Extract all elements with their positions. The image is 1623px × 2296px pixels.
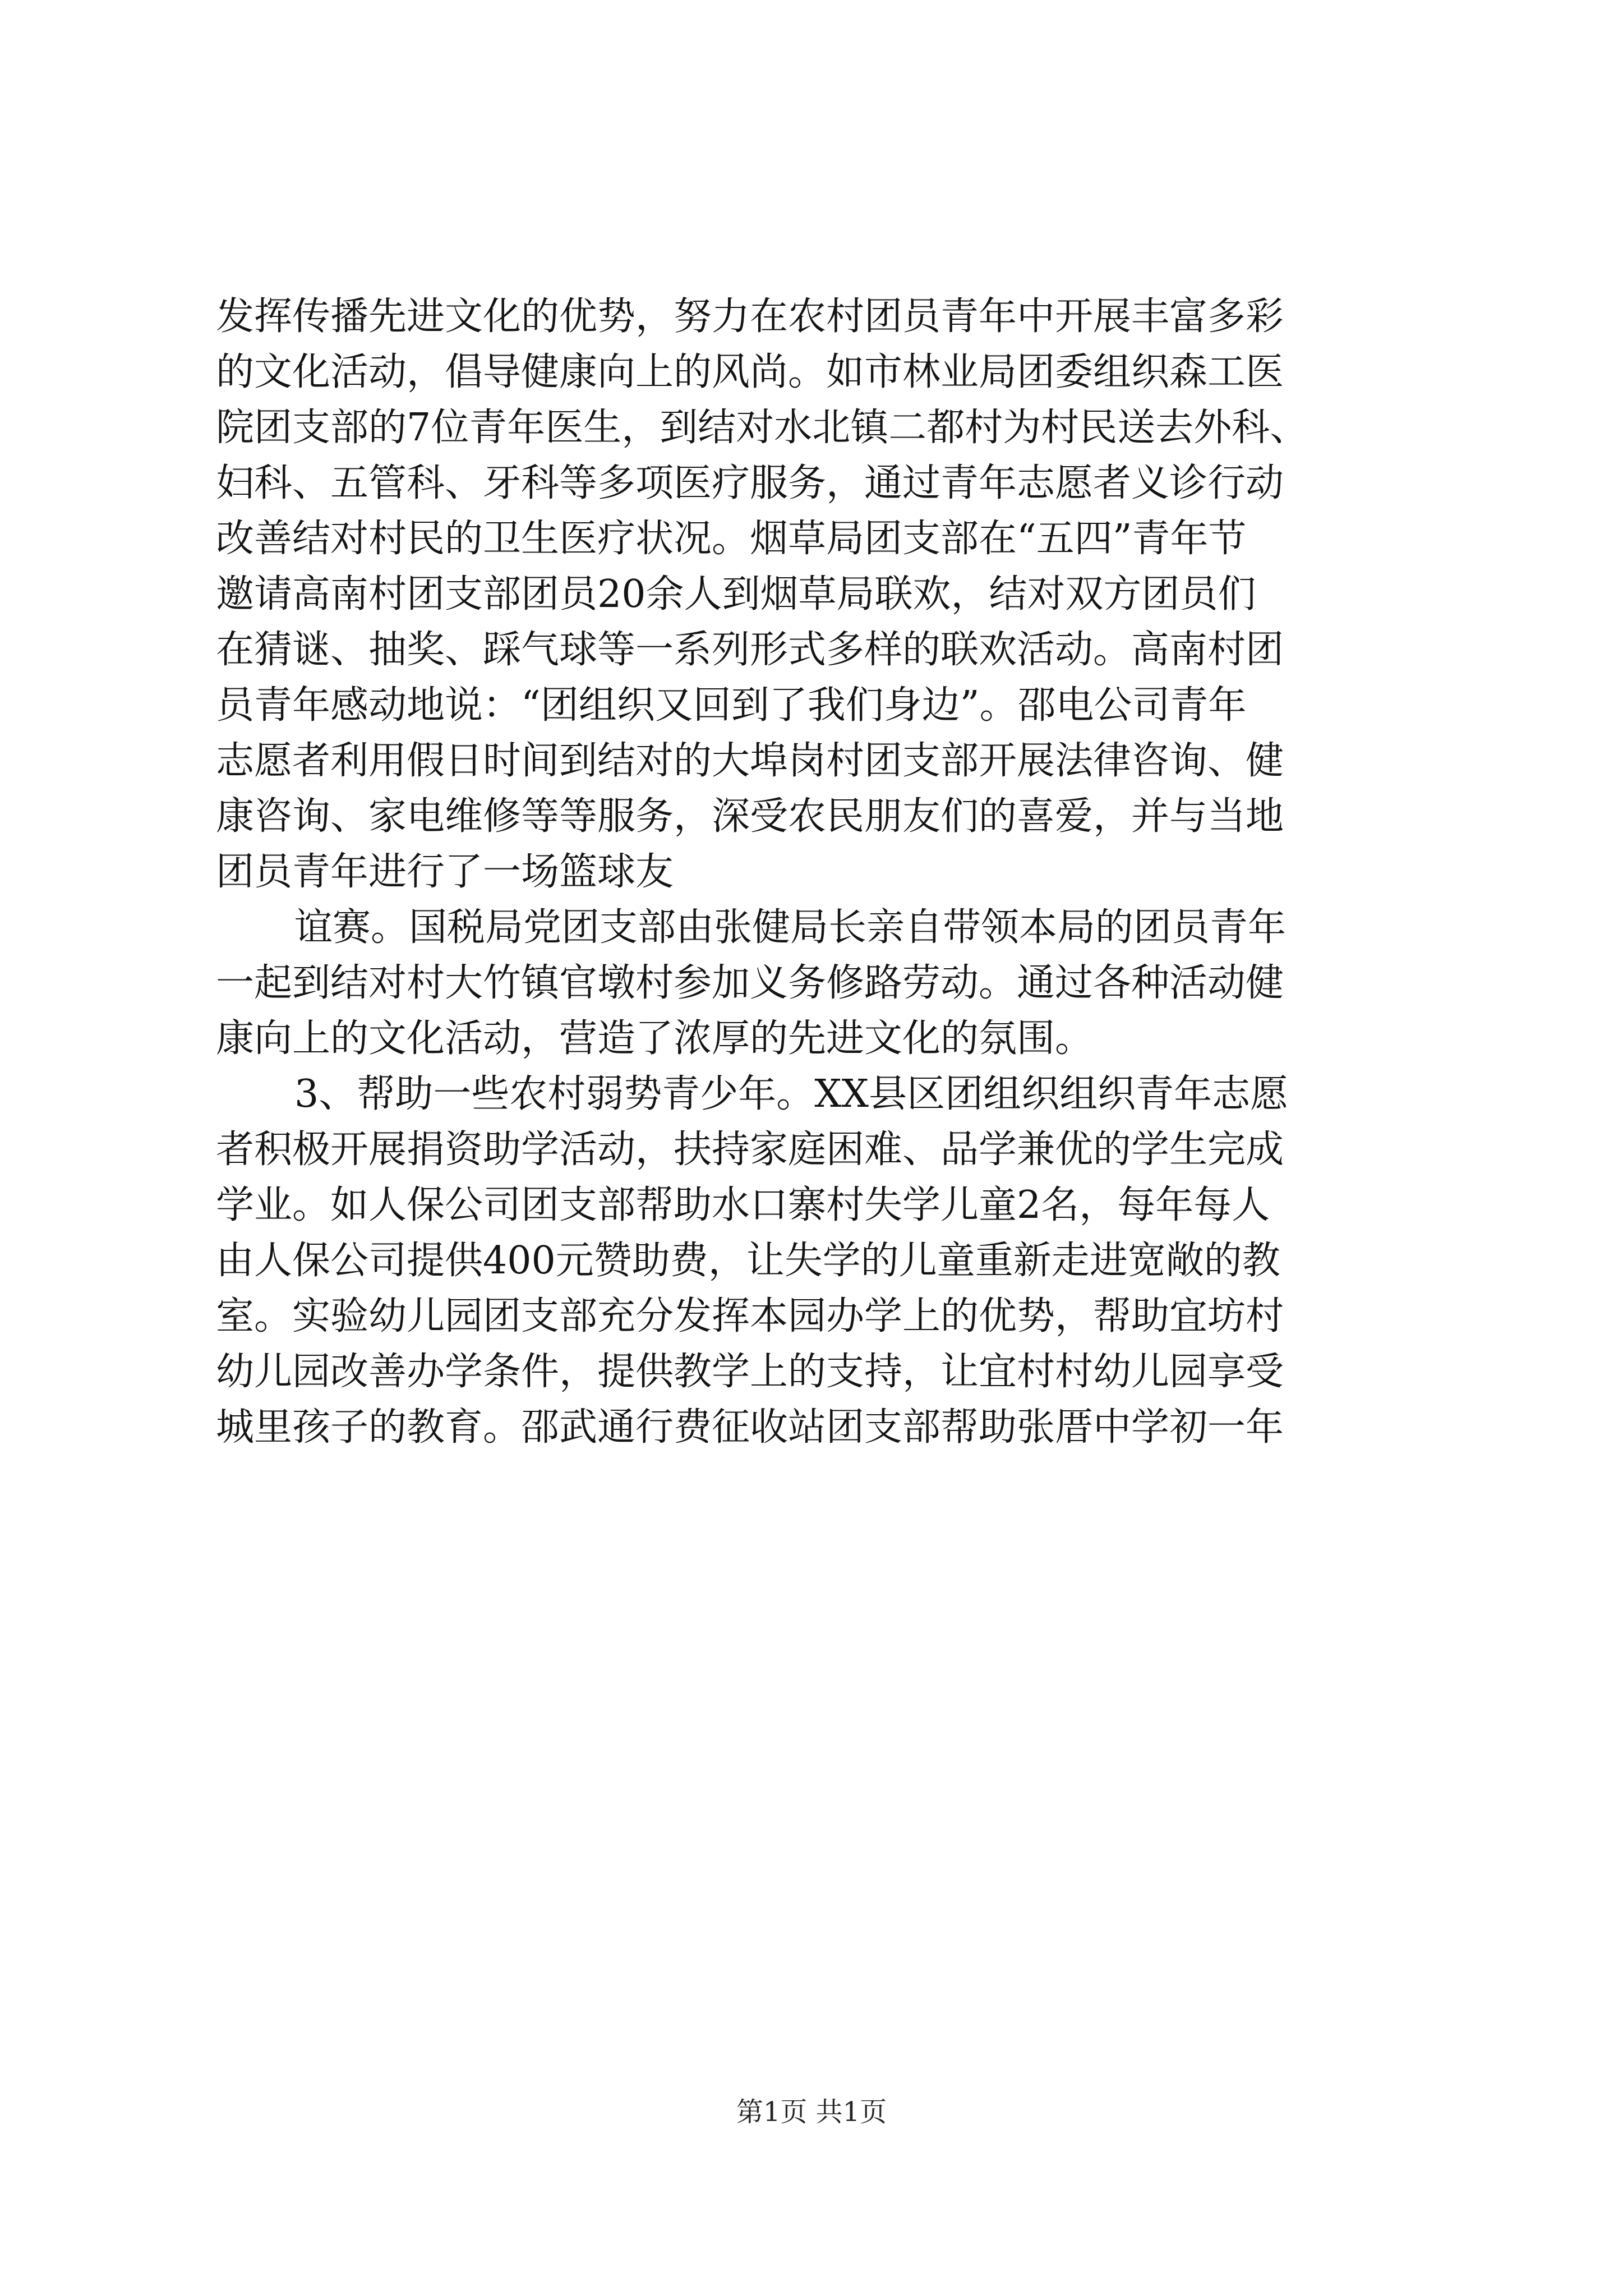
text-line: 院团支部的7位青年医生，到结对水北镇二都村为村民送去外科、 <box>216 406 1308 450</box>
text-line: 一起到结对村大竹镇官墩村参加义务修路劳动。通过各种活动健 <box>216 961 1284 1005</box>
text-line: 康向上的文化活动，营造了浓厚的先进文化的氛围。 <box>216 1016 1094 1061</box>
text-line: 员青年感动地说：“团组织又回到了我们身边”。邵电公司青年 <box>216 683 1247 728</box>
text-line: 发挥传播先进文化的优势，努力在农村团员青年中开展丰富多彩 <box>216 295 1284 339</box>
paragraph-start-line: 谊赛。国税局党团支部由张健局长亲自带领本局的团员青年 <box>294 905 1287 950</box>
text-line: 志愿者利用假日时间到结对的大埠岗村团支部开展法律咨询、健 <box>216 739 1284 783</box>
text-line: 邀请高南村团支部团员20余人到烟草局联欢，结对双方团员们 <box>216 572 1256 616</box>
text-line: 城里孩子的教育。邵武通行费征收站团支部帮助张厝中学初一年 <box>216 1405 1284 1450</box>
text-line: 团员青年进行了一场篮球友 <box>216 850 674 894</box>
text-line: 在猜谜、抽奖、踩气球等一系列形式多样的联欢活动。高南村团 <box>216 628 1284 672</box>
text-line: 改善结对村民的卫生医疗状况。烟草局团支部在“五四”青年节 <box>216 517 1247 561</box>
paragraph-start-line: 3、帮助一些农村弱势青少年。XX县区团组织组织青年志愿 <box>294 1072 1289 1116</box>
text-line: 妇科、五管科、牙科等多项医疗服务，通过青年志愿者义诊行动 <box>216 461 1284 505</box>
page-footer: 第1页 共1页 <box>736 2096 887 2128</box>
text-line: 由人保公司提供400元赞助费，让失学的儿童重新走进宽敞的教 <box>216 1239 1280 1283</box>
document-body <box>216 289 1450 1455</box>
text-line: 幼儿园改善办学条件，提供教学上的支持，让宜村村幼儿园享受 <box>216 1350 1284 1394</box>
text-line: 的文化活动，倡导健康向上的风尚。如市林业局团委组织森工医 <box>216 350 1284 394</box>
text-line: 者积极开展捐资助学活动，扶持家庭困难、品学兼优的学生完成 <box>216 1128 1284 1172</box>
text-line: 室。实验幼儿园团支部充分发挥本园办学上的优势，帮助宜坊村 <box>216 1294 1284 1338</box>
text-line: 康咨询、家电维修等等服务，深受农民朋友们的喜爱，并与当地 <box>216 794 1284 839</box>
text-line: 学业。如人保公司团支部帮助水口寨村失学儿童2名，每年每人 <box>216 1183 1270 1227</box>
